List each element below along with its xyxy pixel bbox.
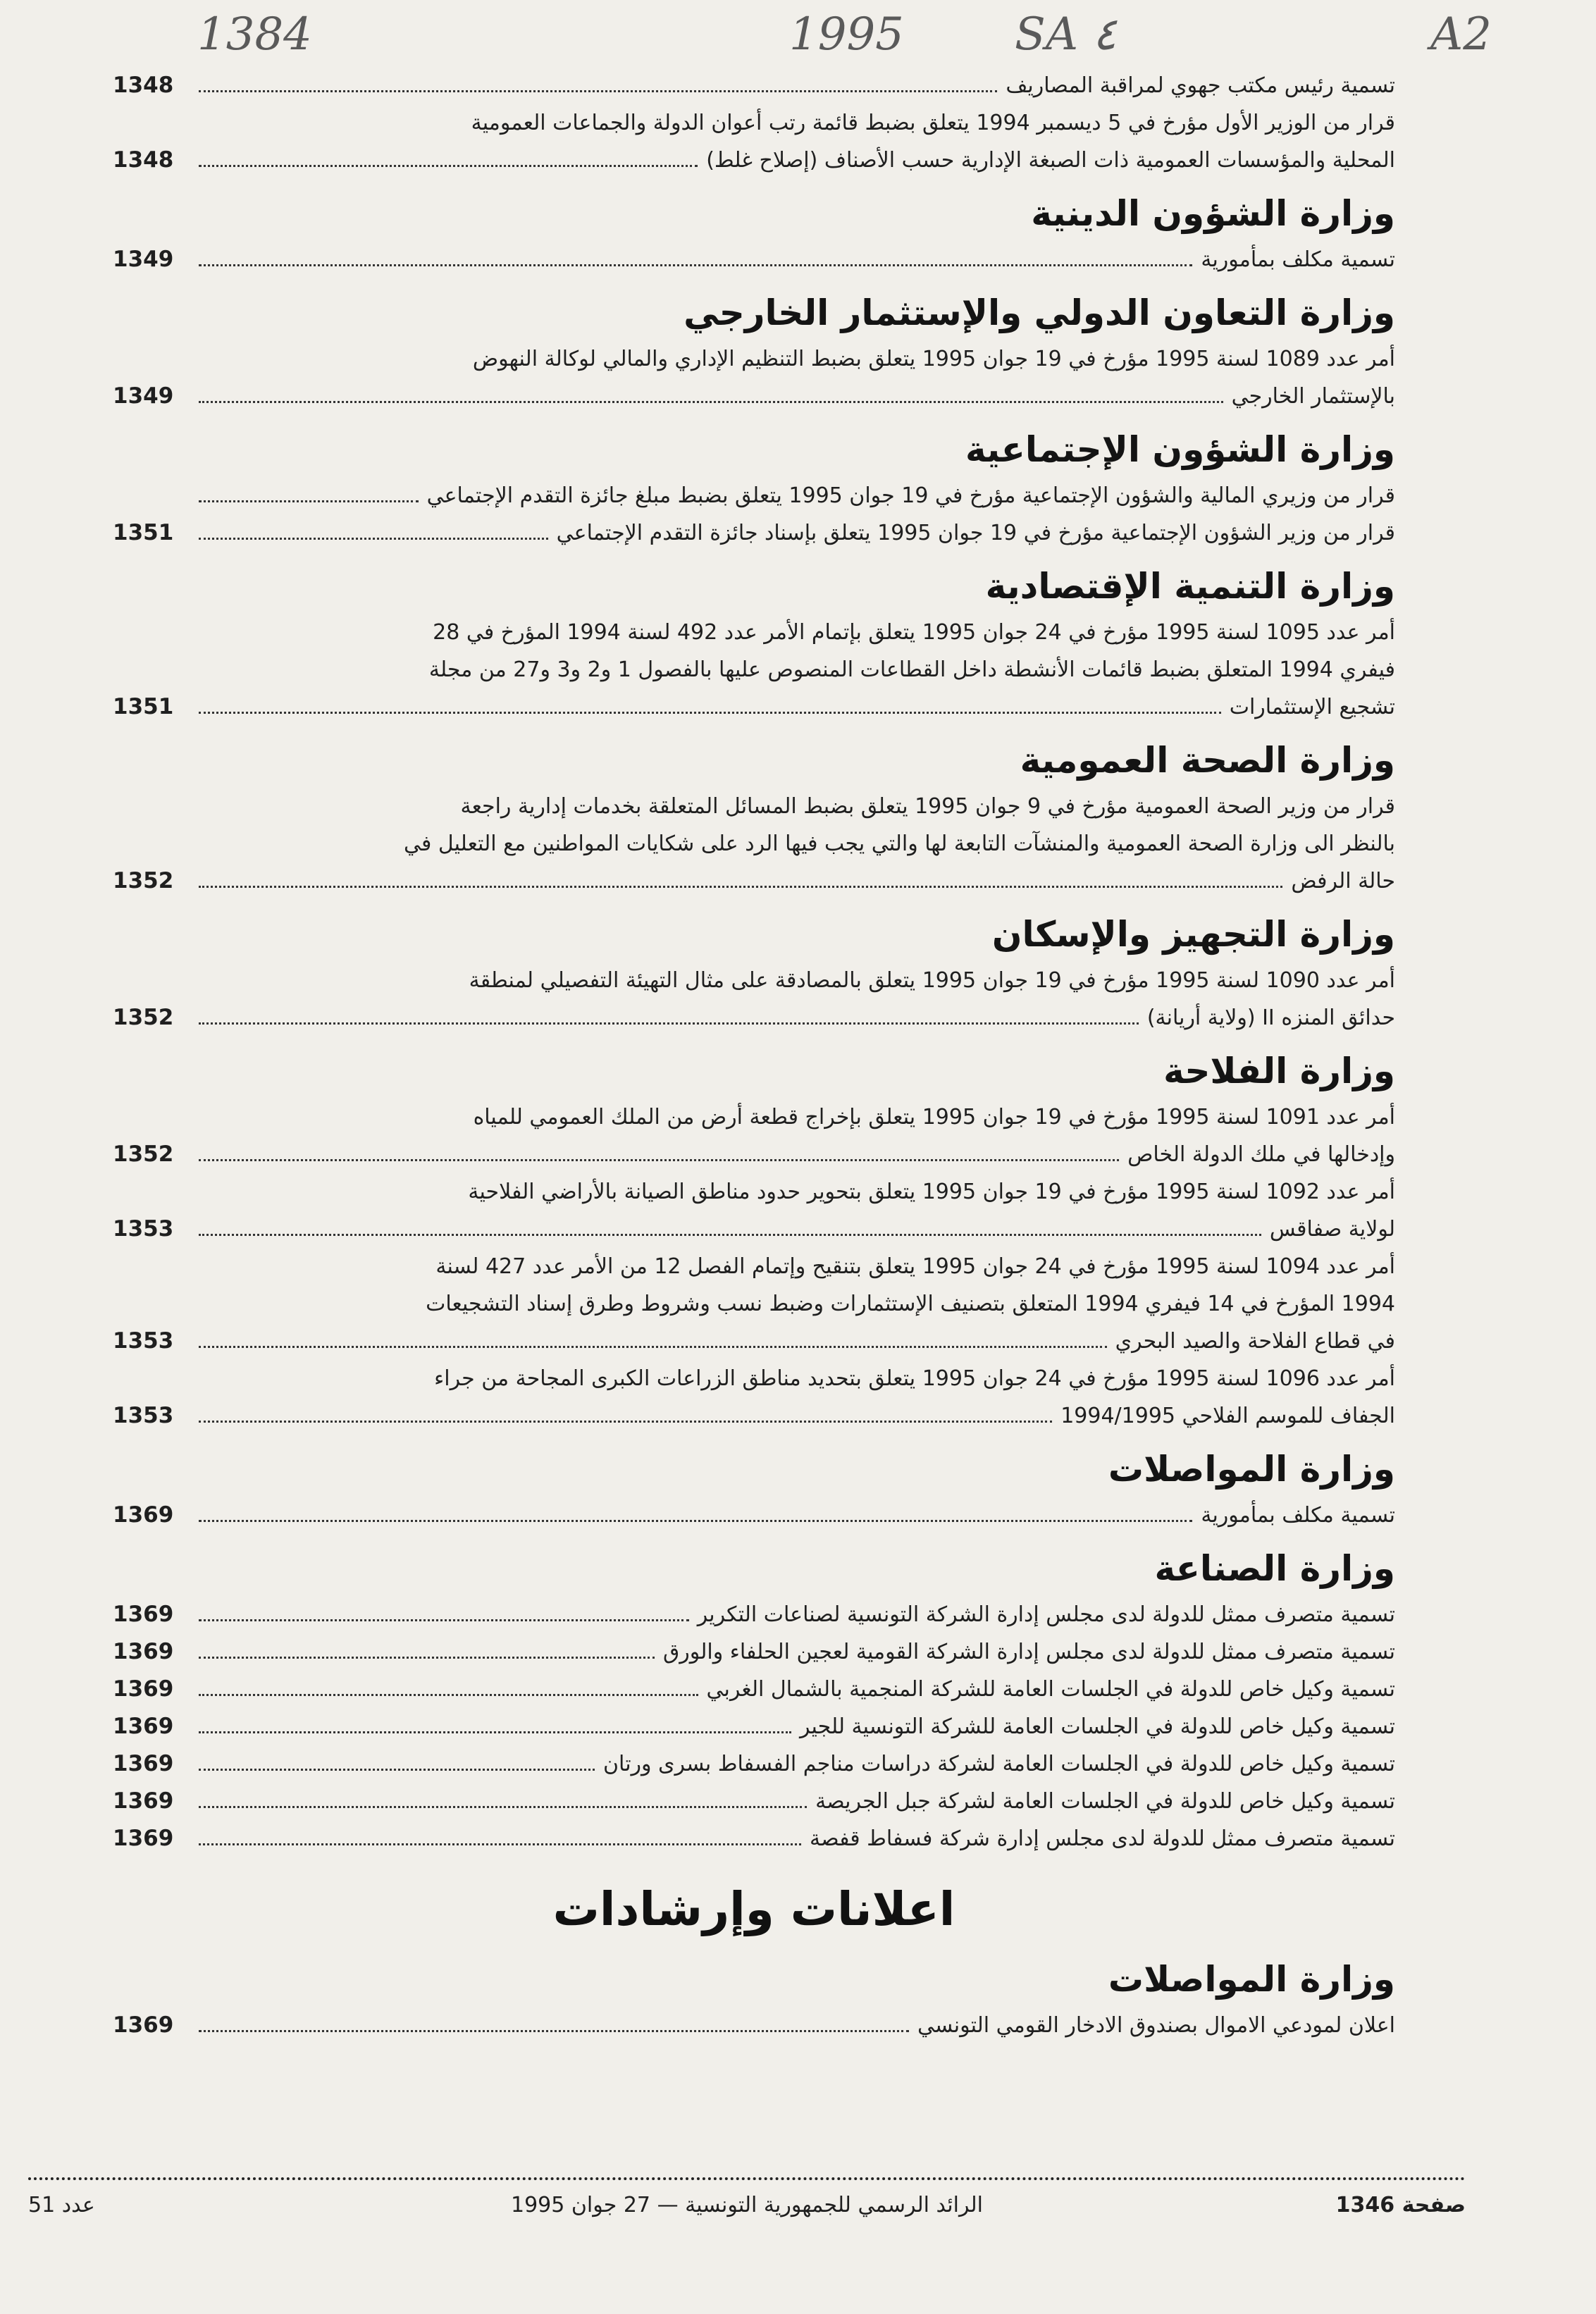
- toc-entry[interactable]: [113, 1248, 1395, 1360]
- entry-text-line: قرار من الوزير الأول مؤرخ في 5 ديسمبر 1994 يتعلق بضبط قائمة رتب أعوان الدولة والجماعات العمومية: [471, 111, 1395, 135]
- toc-entry[interactable]: [113, 477, 1395, 514]
- footer-issue-number: عدد 51: [28, 2193, 95, 2217]
- ministry-heading: وزارة الفلاحة: [1163, 1051, 1395, 1091]
- ministry-heading: وزارة التعاون الدولي والإستثمار الخارجي: [683, 292, 1395, 333]
- ministry-heading: وزارة المواصلات: [1108, 1449, 1395, 1490]
- dot-leader: [199, 90, 997, 92]
- entry-text-line: أمر عدد 1091 لسنة 1995 مؤرخ في 19 جوان 1995 يتعلق بإخراج قطعة أرض من الملك العمومي للمياه: [473, 1105, 1395, 1130]
- dot-leader: [199, 264, 1192, 266]
- announcements-heading: اعلانات وإرشادات: [552, 1882, 955, 1936]
- entry-text-line: أمر عدد 1096 لسنة 1995 مؤرخ في 24 جوان 1995 يتعلق بتحديد مناطق الزراعات الكبرى المجاحة من جراء: [434, 1366, 1395, 1391]
- entry-text-line: تسمية مكلف بمأمورية: [1201, 1503, 1395, 1528]
- entry-text-line: قرار من وزير الصحة العمومية مؤرخ في 9 جوان 1995 يتعلق بضبط المسائل المتعلقة بخدمات إدارية راجعة: [460, 794, 1395, 819]
- handwritten-note: A2: [1430, 8, 1492, 61]
- footer-gazette-title: الرائد الرسمي للجمهورية التونسية — 27 جوان 1995: [511, 2193, 983, 2217]
- page-number: 1369: [113, 1639, 174, 1664]
- page-number: 1353: [113, 1216, 174, 1242]
- toc-entry[interactable]: [113, 1671, 1395, 1708]
- handwritten-note: SA ٤: [1015, 8, 1117, 61]
- dot-leader: [199, 1234, 1261, 1236]
- entry-text-line: في قطاع الفلاحة والصيد البحري: [1115, 1329, 1395, 1354]
- toc-entry[interactable]: [113, 67, 1395, 104]
- entry-text-line: بالإستثمار الخارجي: [1231, 384, 1395, 409]
- toc-entry[interactable]: [113, 1783, 1395, 1820]
- entry-text-line: تشجيع الإستثمارات: [1229, 695, 1395, 719]
- entry-text-line: تسمية متصرف ممثل للدولة لدى مجلس إدارة الشركة التونسية لصناعات التكرير: [697, 1602, 1395, 1627]
- toc-entry[interactable]: [113, 1820, 1395, 1857]
- dot-leader: [199, 1421, 1052, 1423]
- dot-leader: [199, 538, 548, 540]
- entry-text-line: أمر عدد 1090 لسنة 1995 مؤرخ في 19 جوان 1995 يتعلق بالمصادقة على مثال التهيئة التفصيلي لمنطقة: [469, 968, 1395, 993]
- entry-text-line: قرار من وزيري المالية والشؤون الإجتماعية مؤرخ في 19 جوان 1995 يتعلق بضبط مبلغ جائزة التقدم الإجتماعي: [426, 483, 1395, 508]
- page-number: 1351: [113, 520, 174, 545]
- page-number: 1369: [113, 1826, 174, 1851]
- page-number: 1352: [113, 1005, 174, 1030]
- entry-text-line: تسمية متصرف ممثل للدولة لدى مجلس إدارة الشركة القومية لعجين الحلفاء والورق: [662, 1640, 1395, 1664]
- page-number: 1369: [113, 1602, 174, 1627]
- entry-text-line: تسمية وكيل خاص للدولة في الجلسات العامة للشركة المنجمية بالشمال الغربي: [706, 1677, 1395, 1702]
- dot-leader: [199, 2030, 909, 2032]
- handwritten-note: 1384: [197, 8, 312, 61]
- dot-leader: [199, 712, 1221, 714]
- ministry-heading: وزارة التجهيز والإسكان: [991, 914, 1395, 955]
- entry-text-line: أمر عدد 1092 لسنة 1995 مؤرخ في 19 جوان 1995 يتعلق بتحوير حدود مناطق الصيانة بالأراضي الفلاحية: [468, 1180, 1395, 1204]
- entry-text-line: حالة الرفض: [1291, 869, 1395, 893]
- dot-leader: [199, 401, 1223, 403]
- page-number: 1369: [113, 2012, 174, 2038]
- handwritten-note: 1995: [789, 8, 904, 61]
- dot-leader: [199, 1520, 1192, 1522]
- dot-leader: [199, 1346, 1107, 1348]
- entry-text-line: 1994 المؤرخ في 14 فيفري 1994 المتعلق بتصنيف الإستثمارات وضبط نسب وشروط وطرق إسناد التشجيعات: [426, 1292, 1395, 1316]
- dot-leader: [199, 1619, 689, 1621]
- entry-text-line: حدائق المنزه II (ولاية أريانة): [1146, 1006, 1395, 1030]
- toc-entry[interactable]: [113, 1596, 1395, 1633]
- ministry-heading: وزارة الصحة العمومية: [1020, 740, 1395, 781]
- dot-leader: [199, 1694, 698, 1696]
- ministry-heading: وزارة الشؤون الإجتماعية: [965, 429, 1395, 470]
- ministry-heading: وزارة المواصلات: [1108, 1959, 1395, 2000]
- toc-entry[interactable]: [113, 1497, 1395, 1534]
- page-number: 1352: [113, 1141, 174, 1167]
- entry-text-line: تسمية متصرف ممثل للدولة لدى مجلس إدارة شركة فسفاط قفصة: [810, 1826, 1395, 1851]
- toc-entry[interactable]: [113, 1745, 1395, 1783]
- entry-text-line: تسمية وكيل خاص للدولة في الجلسات العامة للشركة التونسية للجير: [799, 1714, 1395, 1739]
- entry-text-line: تسمية وكيل خاص للدولة في الجلسات العامة لشركة دراسات مناجم الفسفاط بسرى ورتان: [603, 1752, 1395, 1776]
- page-number: 1348: [113, 73, 174, 98]
- dot-leader: [199, 1022, 1139, 1025]
- page-number: 1369: [113, 1502, 174, 1528]
- entry-text-line: لولاية صفاقس: [1269, 1217, 1395, 1242]
- entry-text-line: أمر عدد 1089 لسنة 1995 مؤرخ في 19 جوان 1995 يتعلق بضبط التنظيم الإداري والمالي لوكالة النهوض: [472, 347, 1395, 371]
- toc-entry[interactable]: [113, 514, 1395, 552]
- handwritten-annotations: [0, 8, 1596, 72]
- ministry-heading: وزارة التنمية الإقتصادية: [985, 566, 1395, 607]
- dot-leader: [199, 500, 419, 502]
- entry-text-line: أمر عدد 1095 لسنة 1995 مؤرخ في 24 جوان 1995 يتعلق بإتمام الأمر عدد 492 لسنة 1994 المؤرخ في 28: [433, 620, 1395, 645]
- entry-text-line: فيفري 1994 المتعلق بضبط قائمات الأنشطة داخل القطاعات المنصوص عليها بالفصول 1 و2 و3 و27 من مجلة: [428, 657, 1395, 682]
- footer-divider: [28, 2177, 1466, 2180]
- page-number: 1348: [113, 147, 174, 173]
- entry-text-line: بالنظر الى وزارة الصحة العمومية والمنشآت التابعة لها والتي يجب فيها الرد على شكايات المواطنين مع التعليل في: [404, 831, 1395, 856]
- toc-entry[interactable]: [113, 241, 1395, 278]
- entry-text-line: اعلان لمودعي الاموال بصندوق الادخار القومي التونسي: [917, 2013, 1395, 2038]
- toc-entry[interactable]: [113, 1633, 1395, 1671]
- page-number: 1369: [113, 1751, 174, 1776]
- dot-leader: [199, 1159, 1119, 1161]
- page-number: 1369: [113, 1788, 174, 1814]
- entry-text-line: الجفاف للموسم الفلاحي 1994/1995: [1060, 1404, 1395, 1428]
- toc-entry[interactable]: [113, 788, 1395, 900]
- footer-page-number: صفحة 1346: [1335, 2193, 1466, 2217]
- entry-text-line: تسمية وكيل خاص للدولة في الجلسات العامة لشركة جبل الجريصة: [815, 1789, 1395, 1814]
- entry-text-line: قرار من وزير الشؤون الإجتماعية مؤرخ في 19 جوان 1995 يتعلق بإسناد جائزة التقدم الإجتماعي: [556, 521, 1395, 545]
- dot-leader: [199, 1657, 655, 1659]
- page-number: 1369: [113, 1714, 174, 1739]
- entry-text-line: المحلية والمؤسسات العمومية ذات الصبغة الإدارية حسب الأصناف (إصلاح غلط): [706, 148, 1395, 173]
- entry-text-line: أمر عدد 1094 لسنة 1995 مؤرخ في 24 جوان 1995 يتعلق بتنقيح وإتمام الفصل 12 من الأمر عدد 427 لسنة: [435, 1254, 1395, 1279]
- dot-leader: [199, 1843, 801, 1845]
- page-number: 1369: [113, 1676, 174, 1702]
- dot-leader: [199, 1806, 807, 1808]
- toc-entry[interactable]: [113, 1099, 1395, 1173]
- page-number: 1353: [113, 1403, 174, 1428]
- dot-leader: [199, 1769, 595, 1771]
- toc-entry[interactable]: [113, 1708, 1395, 1745]
- entry-text-line: تسمية مكلف بمأمورية: [1201, 247, 1395, 272]
- page-number: 1349: [113, 383, 174, 409]
- page-number: 1349: [113, 247, 174, 272]
- page-number: 1352: [113, 868, 174, 893]
- toc-entry[interactable]: [113, 104, 1395, 179]
- toc-entry[interactable]: [113, 962, 1395, 1037]
- ministry-heading: وزارة الشؤون الدينية: [1031, 193, 1395, 234]
- entry-text-line: وإدخالها في ملك الدولة الخاص: [1127, 1142, 1395, 1167]
- toc-entry[interactable]: [113, 2007, 1395, 2044]
- ministry-heading: وزارة الصناعة: [1154, 1548, 1395, 1589]
- toc-entry[interactable]: [113, 614, 1395, 726]
- dot-leader: [199, 165, 698, 167]
- toc-entry[interactable]: [113, 1360, 1395, 1435]
- page-number: 1353: [113, 1328, 174, 1354]
- entry-text-line: تسمية رئيس مكتب جهوي لمراقبة المصاريف: [1006, 73, 1395, 98]
- dot-leader: [199, 1731, 791, 1733]
- dot-leader: [199, 886, 1282, 888]
- toc-entry[interactable]: [113, 340, 1395, 415]
- toc-entry[interactable]: [113, 1173, 1395, 1248]
- page-footer: [28, 2193, 1466, 2228]
- page-number: 1351: [113, 694, 174, 719]
- table-of-contents: [113, 67, 1395, 2044]
